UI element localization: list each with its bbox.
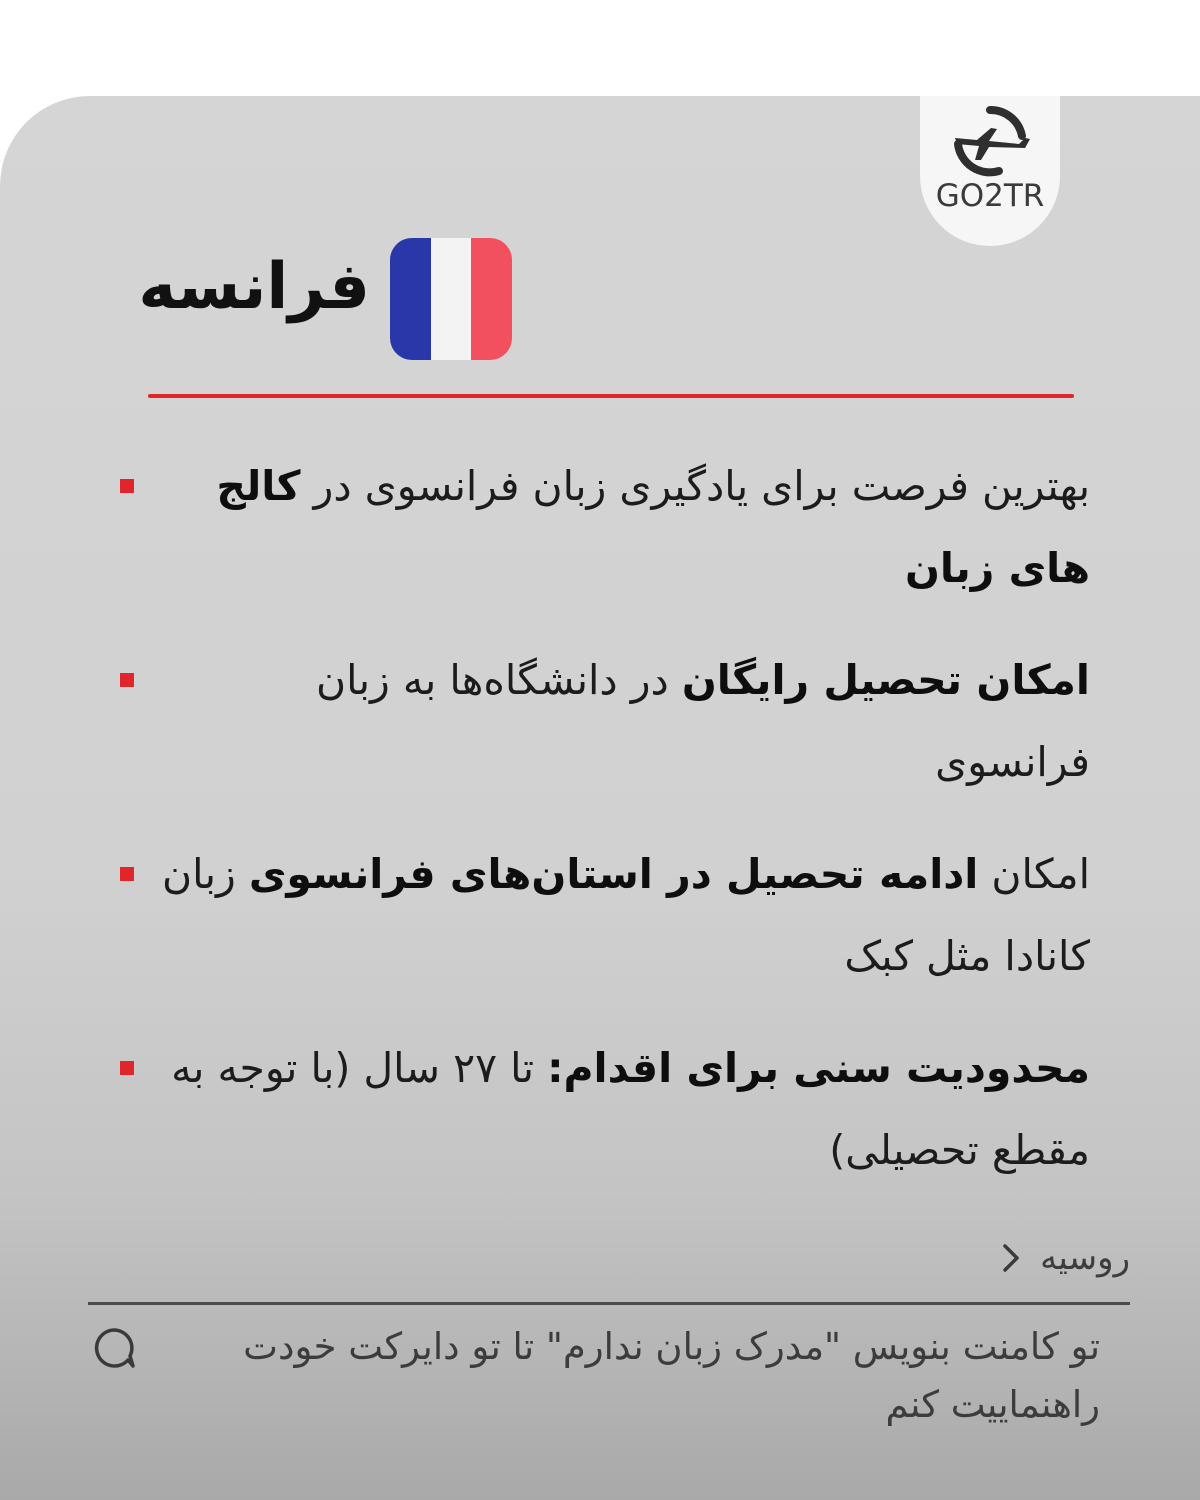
bullet-square-icon [120,673,134,687]
brand-logo [920,96,1060,246]
bullet-text: در دانشگاه‌ها به زبان فرانسوی [316,656,1090,786]
bullet-text: زبان کانادا مثل کبک [161,850,1090,980]
bullet-highlight: محدودیت سنی برای اقدام: [547,1044,1090,1092]
footer-divider [88,1302,1130,1305]
list-item [150,639,1090,803]
comment-cta: تو کامنت بنویس "مدرک زبان ندارم" تا تو دایرکت خودت راهنماییت کنم [243,1325,1100,1426]
bullet-text: بهترین فرصت برای یادگیری زبان فرانسوی در [300,462,1090,510]
chevron-right-icon [996,1240,1026,1276]
title-divider [148,394,1074,398]
bullet-square-icon [120,867,134,881]
list-item [150,445,1090,609]
flag-blue-stripe [390,238,431,360]
bullet-highlight: ادامه تحصیل در استان‌های فرانسوی [248,850,979,898]
feature-list [150,445,1090,1221]
bullet-square-icon [120,1061,134,1075]
airplane-globe-icon [947,100,1033,180]
bullet-highlight: کالج های زبان [216,462,1090,592]
bullet-text: امکان [978,850,1090,898]
bullet-text: تا ۲۷ سال (با توجه به مقطع تحصیلی) [171,1044,1090,1174]
list-item [150,833,1090,997]
france-flag-icon [390,238,512,360]
page-title: فرانسه [138,250,370,324]
list-item [150,1027,1090,1191]
bullet-highlight: امکان تحصیل رایگان [681,656,1090,704]
bullet-square-icon [120,479,134,493]
next-page-link[interactable] [960,1230,1130,1286]
flag-white-stripe [431,238,472,360]
next-page-label: روسیه [1040,1238,1130,1278]
brand-name: GO2TR [935,178,1045,214]
flag-red-stripe [471,238,512,360]
comment-bubble-icon [92,1326,136,1370]
